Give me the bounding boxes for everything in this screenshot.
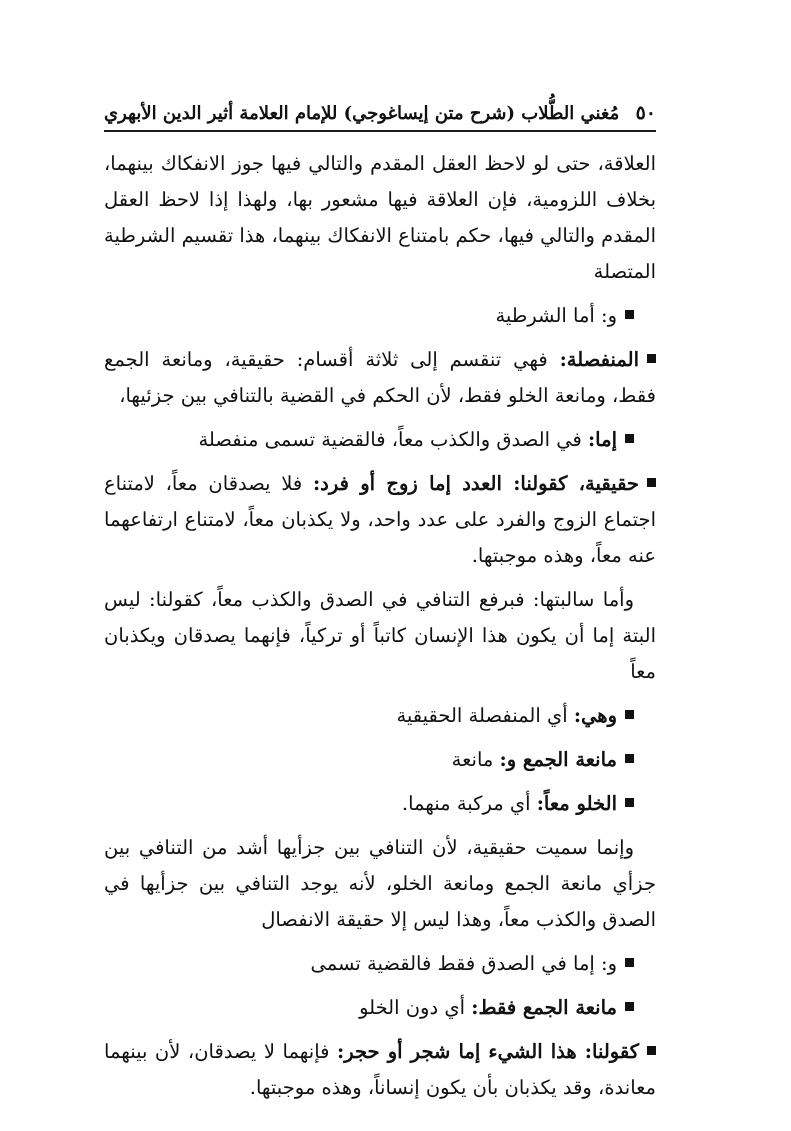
bullet-text: أي المنفصلة الحقيقية [396,704,574,727]
bullet-text: فلا يصدقان معاً، لامتناع اجتماع الزوج والفرد على عدد واحد، ولا يكذبان معاً، لامتناع ارتفاعهما عنه معاً، وهذه موجبتها. [104,472,656,567]
bullet-text: أي مركبة منهما. [401,792,537,815]
bullet-item [104,422,656,458]
bullet-item [104,786,656,822]
bullet-bold-text: مانعة الجمع و: [499,748,617,771]
bullet-item [104,946,656,982]
square-bullet-icon [625,310,634,319]
bullet-text: فإنهما لا يصدقان، لأن بينهما معاندة، وقد يكذبان بأن يكون إنساناً، وهذه موجبتها. [104,1040,656,1099]
square-bullet-icon [625,958,634,967]
bullet-item [104,990,656,1026]
bullet-bold-text: وهي: [573,704,617,727]
bullet-bold-text: كقولنا: هذا الشيء إما شجر أو حجر: [337,1040,639,1063]
bullet-text: مانعة [451,748,500,771]
paragraph-text: وإنما سميت حقيقية، لأن التنافي بين جزأيها أشد من التنافي بين جزأي مانعة الجمع ومانعة الخلو، لأنه يوجد التنافي بين جزأيها في الصدق والكذب معاً، وهذا ليس إلا حقيقة الانفصال [104,836,656,931]
bullet-item [104,298,656,334]
square-bullet-icon [647,354,656,363]
square-bullet-icon [625,1002,634,1011]
bullet-bold-text: الخلو معاً: [536,792,617,815]
paragraph [104,146,656,290]
square-bullet-icon [625,434,634,443]
bullet-bold-text: حقيقية، كقولنا: العدد إما زوج أو فرد: [312,472,639,495]
paragraph [104,830,656,938]
bullet-bold-text: مانعة الجمع فقط: [471,996,617,1019]
bullet-text: و: أما الشرطية [495,304,617,327]
bullet-item [104,342,656,414]
paragraph-text: وأما سالبتها: فبرفع التنافي في الصدق والكذب معاً، كقولنا: ليس البتة إما أن يكون هذا الإنسان كاتباً أو تركياً، فإنهما يصدقان ويكذبان معاً [104,588,656,683]
paragraph-text: العلاقة، حتى لو لاحظ العقل المقدم والتالي فيها جوز الانفكاك بينهما، بخلاف اللزومية، فإن العلاقة فيها مشعور بها، ولهذا إذا لاحظ العقل المقدم والتالي فيها، حكم بامتناع الانفكاك بينهما، هذا تقسيم الشرطية المتصلة [104,152,656,283]
bullet-item [104,698,656,734]
square-bullet-icon [647,478,656,487]
bullet-item [104,1034,656,1106]
paragraph [104,582,656,690]
square-bullet-icon [625,710,634,719]
page-header [104,96,656,132]
bullet-bold-text: إما: [587,428,617,451]
bullet-text: أي دون الخلو [359,996,472,1019]
square-bullet-icon [625,754,634,763]
bullet-text: في الصدق والكذب معاً، فالقضية تسمى منفصلة [198,428,588,451]
square-bullet-icon [647,1046,656,1055]
bullet-text: و: إما في الصدق فقط فالقضية تسمى [310,952,617,975]
bullet-item [104,742,656,778]
bullet-text: فهي تنقسم إلى ثلاثة أقسام: حقيقية، ومانعة الجمع فقط، ومانعة الخلو فقط، لأن الحكم في القضية بالتنافي بين جزئيها، [104,348,656,407]
page-number: ٥٠ [635,102,656,124]
bullet-item [104,466,656,574]
square-bullet-icon [625,798,634,807]
bullet-bold-text: المنفصلة: [559,348,639,371]
running-title: مُغني الطُّلاب (شرح متن إيساغوجي) للإمام العلامة أثير الدين الأبهري [104,102,620,124]
page-body [104,146,656,1114]
